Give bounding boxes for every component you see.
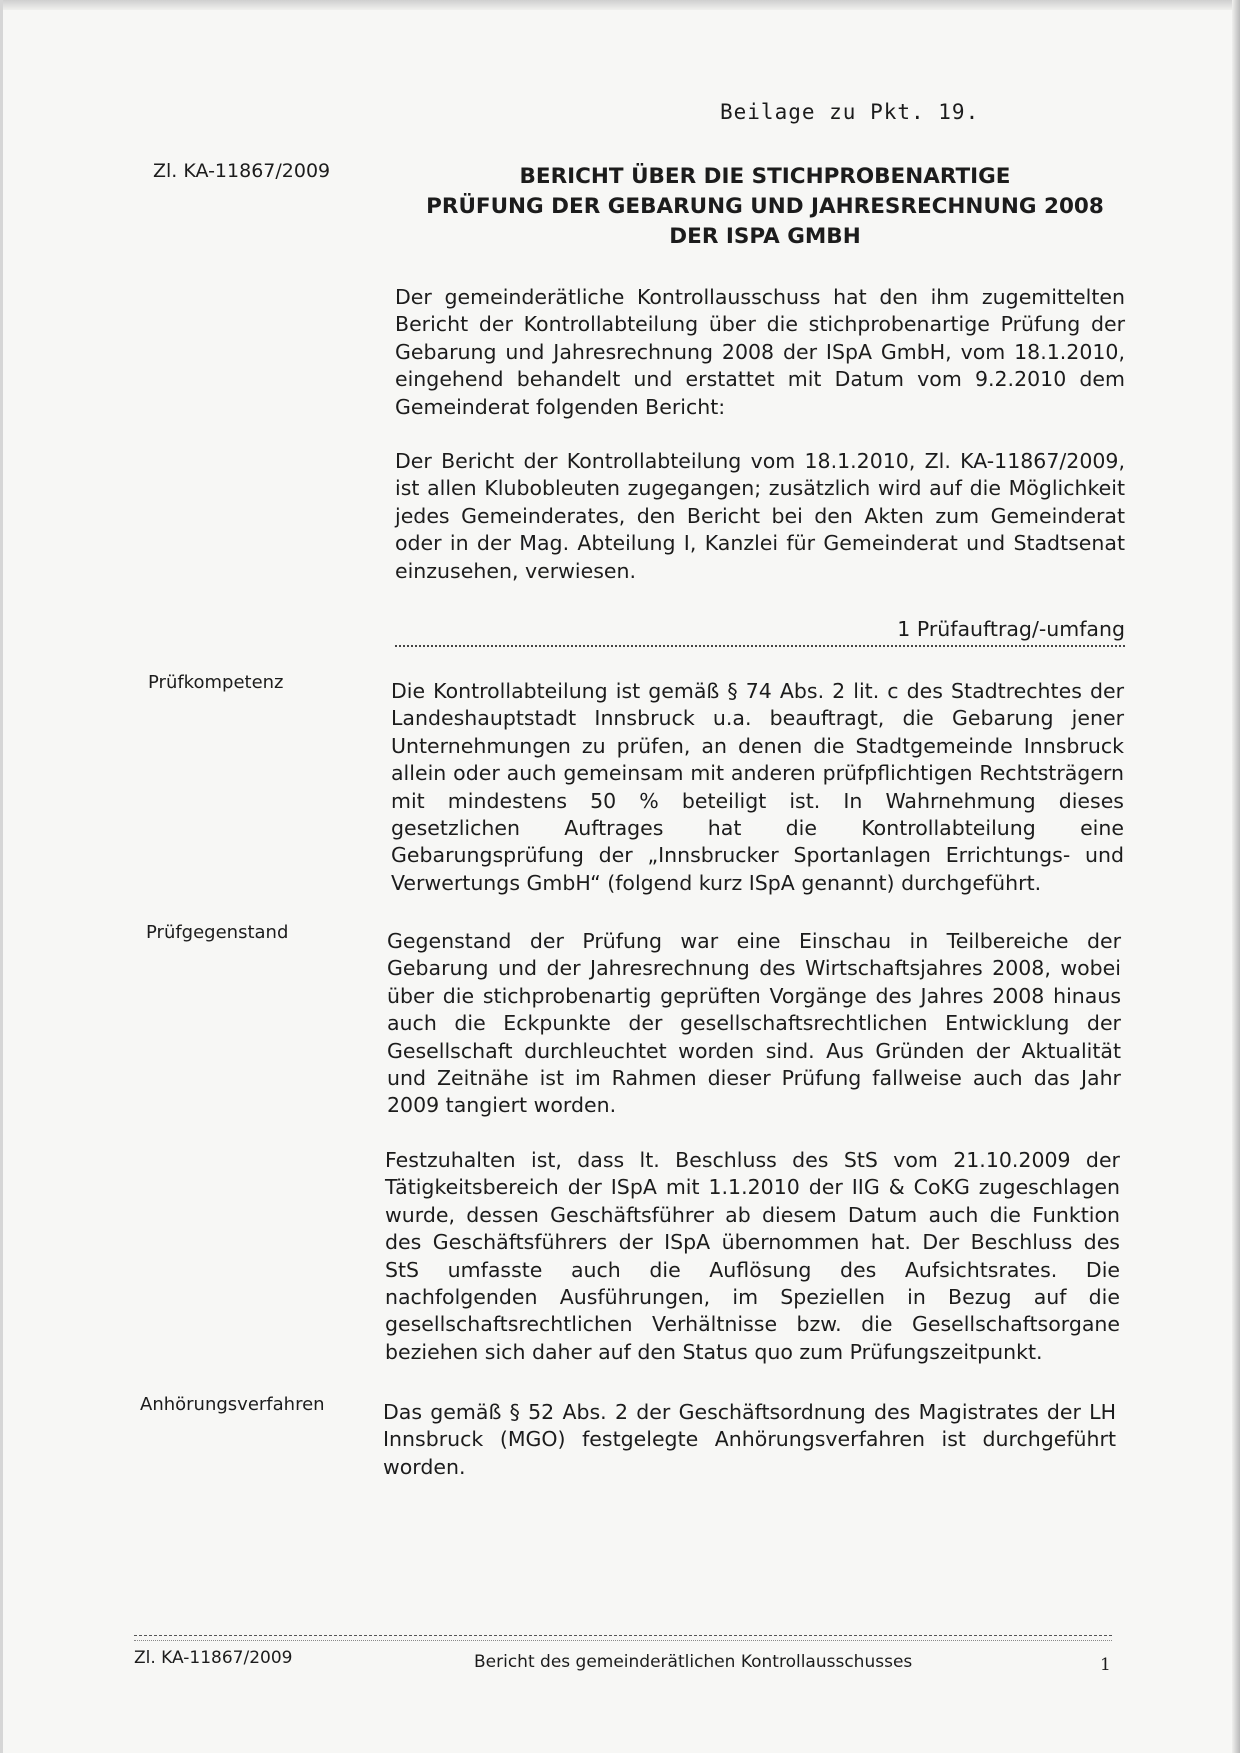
title-line: DER ISPA GMBH xyxy=(669,224,861,249)
paragraph-pruefkompetenz: Die Kontrollabteilung ist gemäß § 74 Abs. 2 lit. c des Stadtrechtes der Landeshauptstadt Innsbruck u.a. beauftragt, die Gebarung jener Unternehmungen zu prüfen, an denen die Stadtgemeinde Innsbruck allein oder auch gemeinsam mit anderen prüfpflichtigen Rechtsträgern mit mindestens 50 % beteiligt ist. In Wahrnehmung dieses gesetzlichen Auftrages hat die Kontrollabteilung eine Gebarungsprüfung der „Innsbrucker Sportanlagen Errichtungs- und Verwertungs GmbH“ (folgend kurz ISpA genannt) durchgeführt. xyxy=(391,679,1124,895)
paragraph-anhoerungsverfahren: Das gemäß § 52 Abs. 2 der Geschäftsordnung des Magistrates der LH Innsbruck (MGO) festgelegte Anhörungsverfahren ist durchgeführt worden. xyxy=(383,1400,1116,1479)
footer-title: Bericht des gemeinderätlichen Kontrollausschusses xyxy=(474,1652,913,1672)
scan-edge-top xyxy=(0,0,1240,10)
attachment-note: Beilage zu Pkt. 19. xyxy=(720,100,980,124)
reference-number: Zl. KA-11867/2009 xyxy=(153,160,331,182)
document-title xyxy=(395,162,1135,252)
paragraph-pruefgegenstand: Gegenstand der Prüfung war eine Einschau in Teilbereiche der Gebarung und der Jahresrechnung des Wirtschaftsjahres 2008, wobei über die stichprobenartig geprüften Vorgänge des Jahres 2008 hinaus auch die Eckpunkte der gesellschaftsrechtlichen Entwicklung der Gesellschaft durchleuchtet worden sind. Aus Gründen der Aktualität und Zeitnähe ist im Rahmen dieser Prüfung fallweise auch das Jahr 2009 tangiert worden. xyxy=(387,929,1121,1118)
footer-reference-number: Zl. KA-11867/2009 xyxy=(134,1648,293,1668)
paragraph-festzuhalten: Festzuhalten ist, dass lt. Beschluss des StS vom 21.10.2009 der Tätigkeitsbereich der ISpA mit 1.1.2010 der IIG & CoKG zugeschlagen wurde, dessen Geschäftsführer ab diesem Datum auch die Funktion des Geschäftsführers der ISpA übernommen hat. Der Beschluss des StS umfasste auch die Auflösung des Aufsichtsrates. Die nachfolgenden Ausführungen, im Speziellen in Bezug auf die gesellschaftsrechtlichen Verhältnisse bzw. die Gesellschaftsorgane beziehen sich daher auf den Status quo zum Prüfungszeitpunkt. xyxy=(385,1148,1120,1364)
title-line: PRÜFUNG DER GEBARUNG UND JAHRESRECHNUNG 2008 xyxy=(426,194,1104,219)
margin-label-anhoerungsverfahren: Anhörungsverfahren xyxy=(140,1394,325,1415)
scan-edge-left xyxy=(0,0,3,1753)
section-divider xyxy=(395,645,1125,647)
intro-paragraph: Der Bericht der Kontrollabteilung vom 18.1.2010, Zl. KA-11867/2009, ist allen Klubobleuten zugegangen; zusätzlich wird auf die Möglichkeit jedes Gemeinderates, den Bericht bei den Akten zum Gemeinderat oder in der Mag. Abteilung I, Kanzlei für Gemeinderat und Stadtsenat einzusehen, verwiesen. xyxy=(395,449,1125,583)
footer-divider xyxy=(134,1635,1112,1636)
page-number: 1 xyxy=(1100,1655,1111,1675)
margin-label-pruefkompetenz: Prüfkompetenz xyxy=(148,672,284,693)
section-heading: 1 Prüfauftrag/-umfang xyxy=(897,617,1125,641)
footer-divider-secondary xyxy=(134,1640,1112,1641)
margin-label-pruefgegenstand: Prüfgegenstand xyxy=(146,922,289,943)
intro-paragraph: Der gemeinderätliche Kontrollausschuss hat den ihm zugemittelten Bericht der Kontrollabteilung über die stichprobenartige Prüfung der Gebarung und Jahresrechnung 2008 der ISpA GmbH, vom 18.1.2010, eingehend behandelt und erstattet mit Datum vom 9.2.2010 dem Gemeinderat folgenden Bericht: xyxy=(395,285,1125,419)
title-line: BERICHT ÜBER DIE STICHPROBENARTIGE xyxy=(519,164,1011,189)
scan-edge-right xyxy=(1232,0,1240,1753)
